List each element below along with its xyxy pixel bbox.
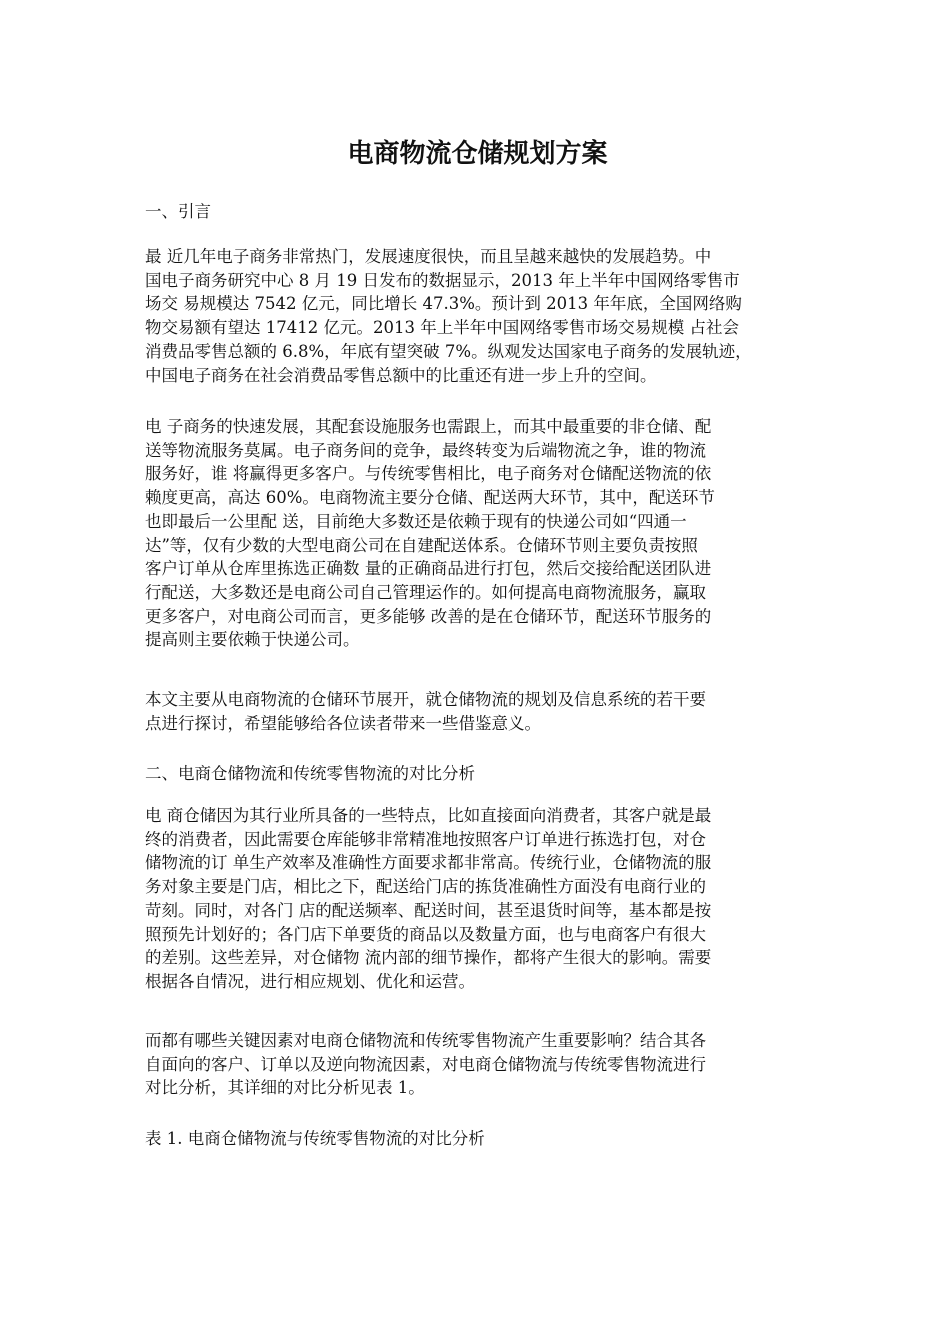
paragraph-line: 中国电子商务在社会消费品零售总额中的比重还有进一步上升的空间。 xyxy=(145,365,657,385)
paragraph-line: 而都有哪些关键因素对电商仓储物流和传统零售物流产生重要影响？结合其各 xyxy=(145,1031,706,1050)
paragraph-line: 自面向的客户、订单以及逆向物流因素，对电商仓储物流与传统零售物流进行 xyxy=(145,1054,706,1074)
paragraph-line: 场交 易规模达 7542 亿元，同比增长 47.3%。预计到 2013 年年底，全国网络购 xyxy=(145,294,742,314)
paragraph-line: 提高则主要依赖于快递公司。 xyxy=(145,630,360,650)
paragraph-line: 服务好，谁 将赢得更多客户。与传统零售相比，电子商务对仓储配送物流的依 xyxy=(145,464,712,484)
section-heading-comparison: 二、电商仓储物流和传统零售物流的对比分析 xyxy=(145,764,475,783)
paragraph-4 xyxy=(145,804,810,994)
paragraph-line: 送等物流服务莫属。电子商务间的竞争，最终转变为后端物流之争，谁的物流 xyxy=(145,440,706,460)
paragraph-line: 客户订单从仓库里拣选正确数 量的正确商品进行打包，然后交接给配送团队进 xyxy=(145,559,712,579)
paragraph-line: 对比分析，其详细的对比分析见表 1。 xyxy=(145,1078,425,1098)
paragraph-line: 苛刻。同时，对各门 店的配送频率、配送时间，甚至退货时间等，基本都是按 xyxy=(145,900,712,920)
paragraph-line: 务对象主要是门店，相比之下，配送给门店的拣货准确性方面没有电商行业的 xyxy=(145,877,706,897)
paragraph-line: 储物流的订 单生产效率及准确性方面要求都非常高。传统行业，仓储物流的服 xyxy=(145,853,712,873)
paragraph-line: 本文主要从电商物流的仓储环节展开，就仓储物流的规划及信息系统的若干要 xyxy=(145,690,706,709)
paragraph-line: 的差别。这些差异，对仓储物 流内部的细节操作，都将产生很大的影响。需要 xyxy=(145,948,712,968)
paragraph-5 xyxy=(145,1029,810,1100)
paragraph-line: 根据各自情况，进行相应规划、优化和运营。 xyxy=(145,971,475,991)
paragraph-line: 也即最后一公里配 送，目前绝大多数还是依赖于现有的快递公司如“四通一 xyxy=(145,511,687,531)
paragraph-line: 更多客户，对电商公司而言，更多能够 改善的是在仓储环节，配送环节服务的 xyxy=(145,606,712,626)
paragraph-line: 最 近几年电子商务非常热门，发展速度很快，而且呈越来越快的发展趋势。中 xyxy=(145,247,712,266)
paragraph-line: 物交易额有望达 17412 亿元。2013 年上半年中国网络零售市场交易规模 占社会 xyxy=(145,318,739,338)
paragraph-3 xyxy=(145,688,810,735)
paragraph-line: 国电子商务研究中心 8 月 19 日发布的数据显示，2013 年上半年中国网络零售市 xyxy=(145,270,740,290)
paragraph-line: 赖度更高，高达 60%。电商物流主要分仓储、配送两大环节，其中，配送环节 xyxy=(145,488,715,508)
document-title: 电商物流仓储规划方案 xyxy=(347,139,608,169)
paragraph-line: 行配送，大多数还是电商公司自己管理运作的。如何提高电商物流服务，赢取 xyxy=(145,582,706,602)
paragraph-line: 照预先计划好的；各门店下单要货的商品以及数量方面，也与电商客户有很大 xyxy=(145,924,706,944)
paragraph-line: 点进行探讨，希望能够给各位读者带来一些借鉴意义。 xyxy=(145,713,541,733)
paragraph-line: 达”等，仅有少数的大型电商公司在自建配送体系。仓储环节则主要负责按照 xyxy=(145,535,698,555)
paragraph-2 xyxy=(145,415,810,652)
section-heading-introduction: 一、引言 xyxy=(145,202,211,221)
paragraph-line: 终的消费者，因此需要仓库能够非常精准地按照客户订单进行拣选打包，对仓 xyxy=(145,829,706,849)
table-caption: 表 1. 电商仓储物流与传统零售物流的对比分析 xyxy=(145,1129,485,1148)
paragraph-1 xyxy=(145,245,810,387)
paragraph-line: 消费品零售总额的 6.8%，年底有望突破 7%。纵观发达国家电子商务的发展轨迹， xyxy=(145,341,752,361)
paragraph-line: 电 子商务的快速发展，其配套设施服务也需跟上，而其中最重要的非仓储、配 xyxy=(145,417,712,436)
paragraph-line: 电 商仓储因为其行业所具备的一些特点，比如直接面向消费者，其客户就是最 xyxy=(145,806,712,825)
